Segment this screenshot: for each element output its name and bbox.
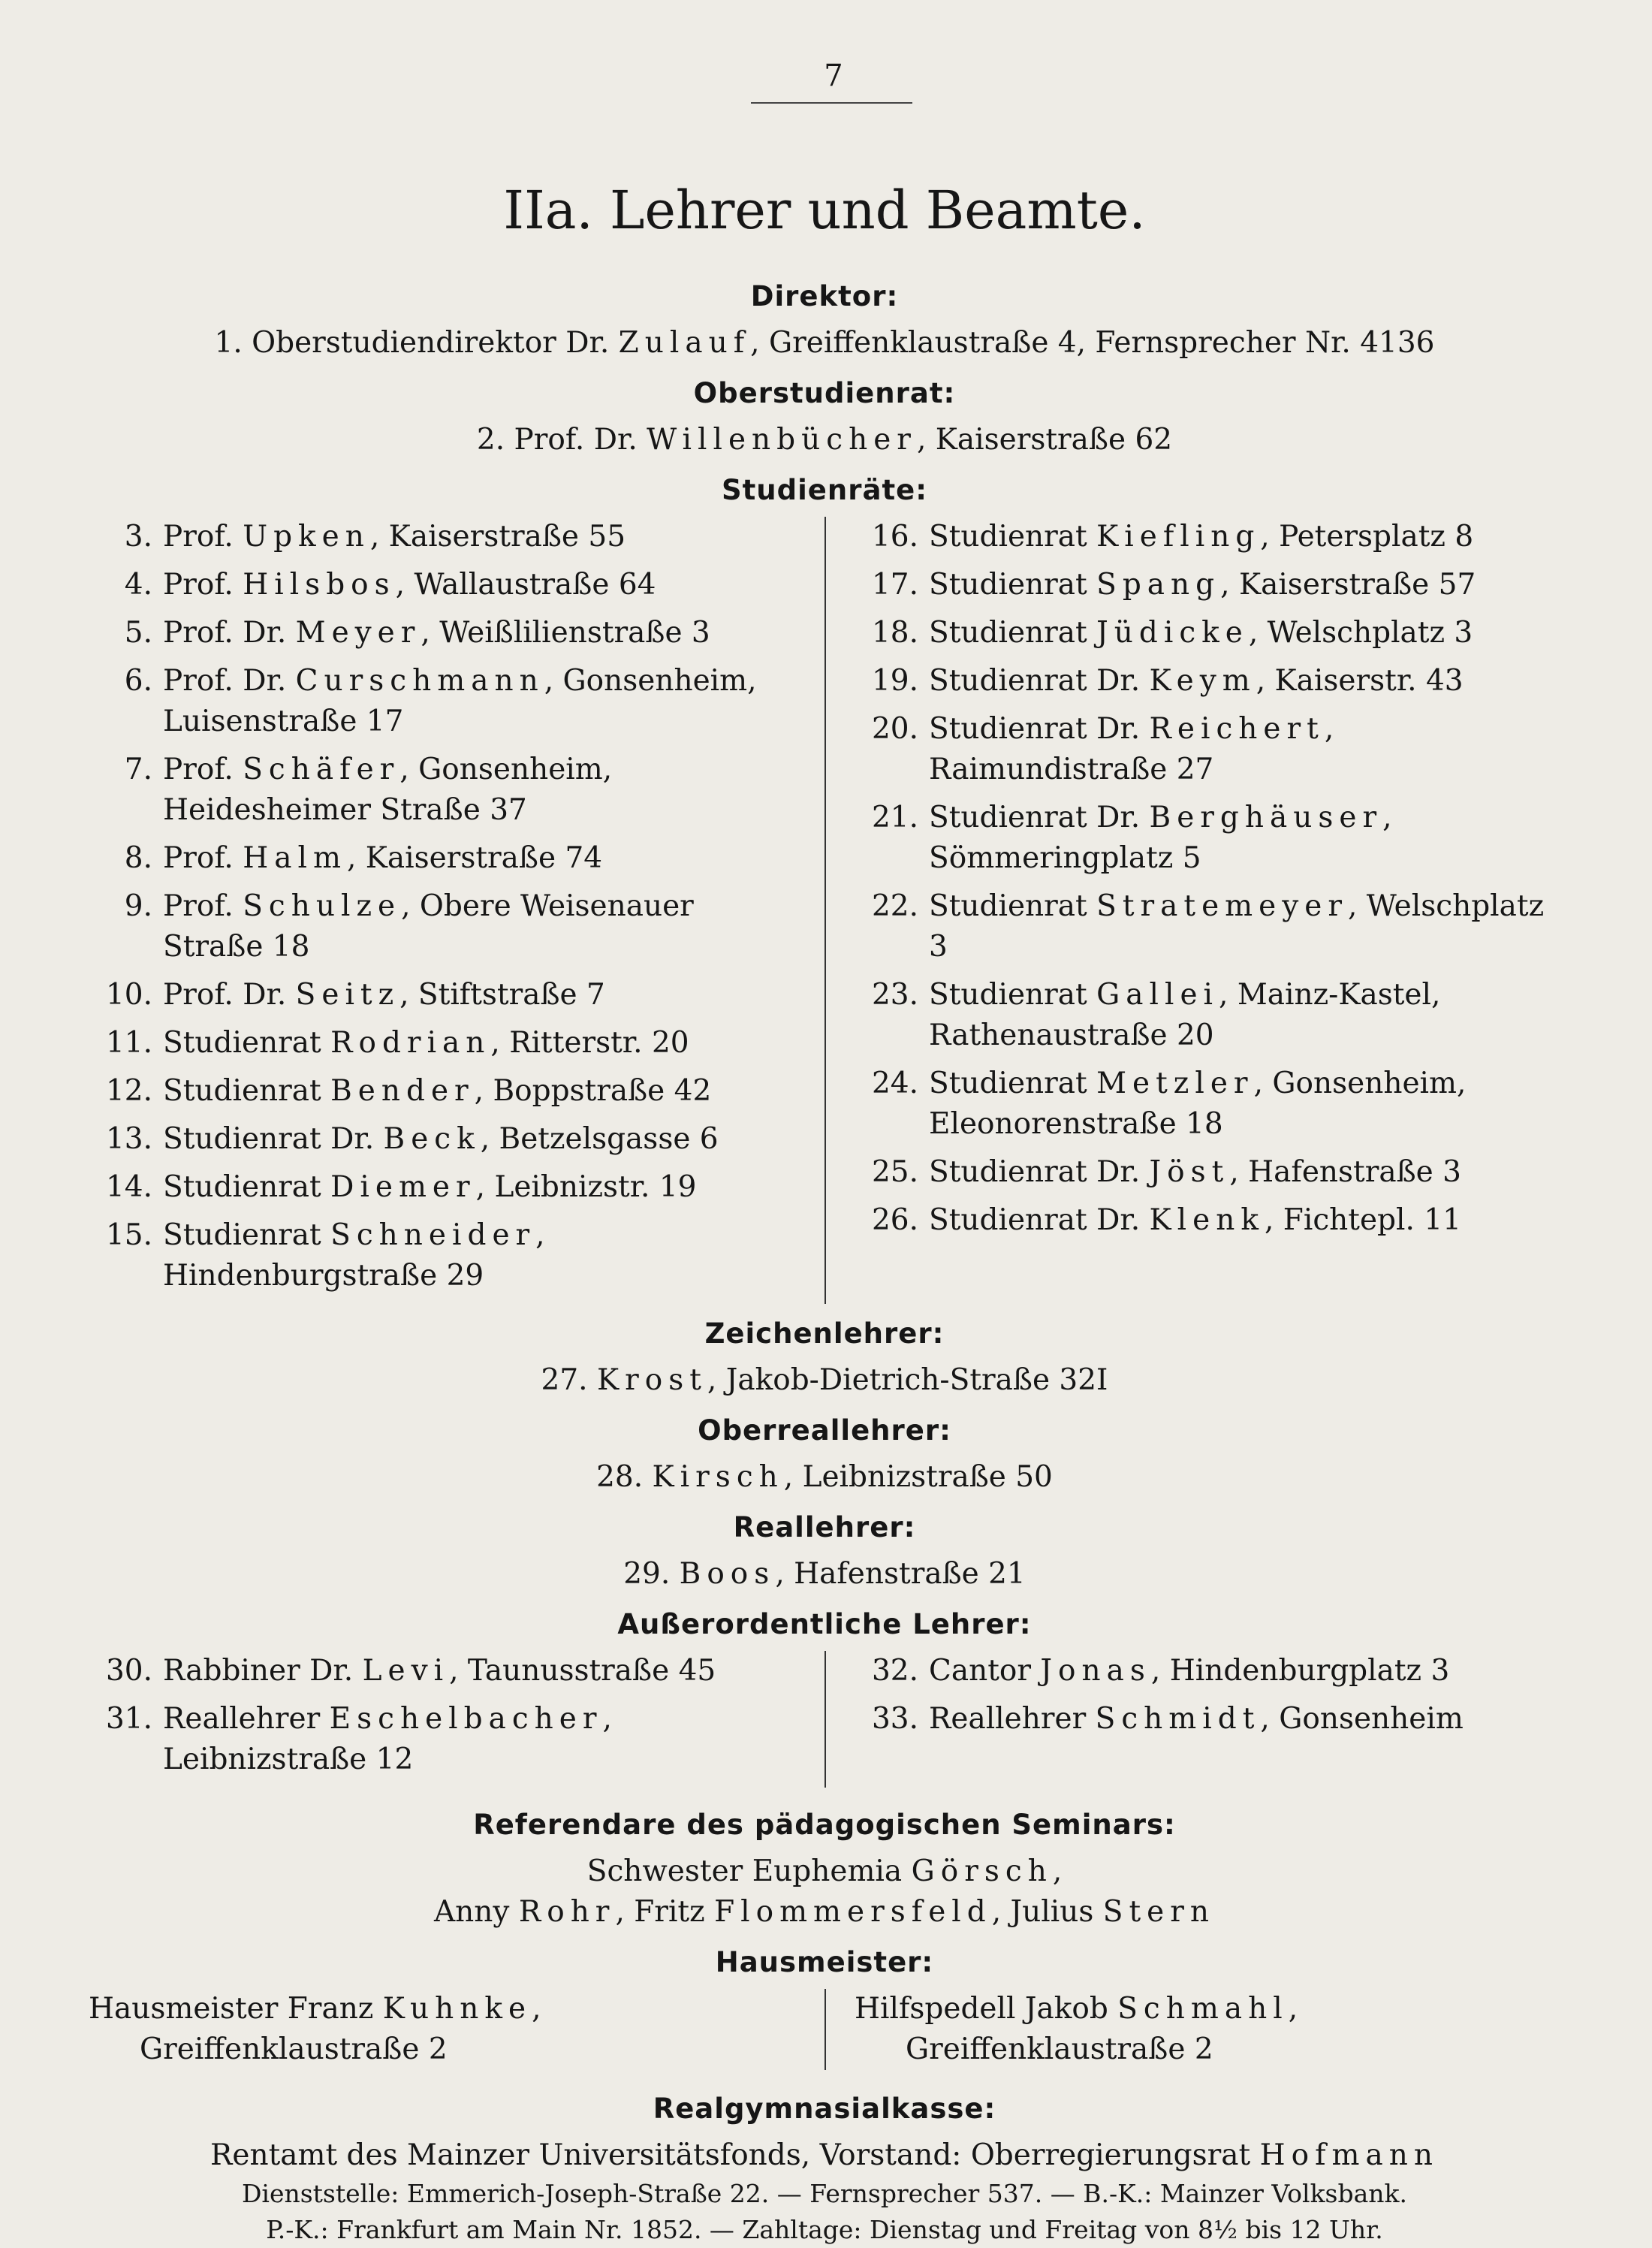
entry-direktor xyxy=(89,323,1560,364)
entry-name: Curschmann xyxy=(295,664,544,698)
entry-number: 32. xyxy=(871,1654,918,1688)
entry-number: 13. xyxy=(105,1122,152,1156)
document-body xyxy=(89,177,1560,2248)
kasse-name: Hofmann xyxy=(1259,2138,1439,2172)
entry-text xyxy=(163,613,794,653)
entry-prefix: Studienrat Dr. xyxy=(929,664,1141,698)
ausserordentliche-right-column xyxy=(824,1651,1560,1788)
entry-number: 3. xyxy=(124,520,152,554)
entry-text xyxy=(929,517,1560,557)
entry-prefix: Reallehrer xyxy=(163,1702,321,1736)
entry-name: Schneider xyxy=(330,1218,536,1252)
entry-text xyxy=(929,975,1560,1056)
list-item xyxy=(855,1651,1560,1691)
entry-prefix: Prof. xyxy=(163,889,234,923)
studienraete-columns xyxy=(89,517,1560,1304)
entry-number: 14. xyxy=(105,1170,152,1204)
hausmeister-name: Kuhnke xyxy=(382,1992,532,2026)
entry-number: 20. xyxy=(871,712,918,746)
hausmeister-columns xyxy=(89,1989,1560,2070)
entry-name: Krost xyxy=(596,1363,707,1397)
entry-rest: , Leibnizstr. 19 xyxy=(475,1170,697,1204)
entry-name: Willenbücher xyxy=(647,423,917,457)
entry-prefix: Prof. Dr. xyxy=(163,978,287,1012)
entry-name: Klenk xyxy=(1149,1203,1265,1237)
entry-rest: , Gonsenheim, Luisenstraße 17 xyxy=(163,664,757,738)
entry-prefix: Rabbiner Dr. xyxy=(163,1654,354,1688)
entry-rest: , Hindenburgplatz 3 xyxy=(1150,1654,1450,1688)
entry-rest: , Hafenstraße 3 xyxy=(1229,1155,1461,1189)
entry-rest: , Raimundistraße 27 xyxy=(929,712,1334,786)
entry-number: 5. xyxy=(124,616,152,650)
entry-text xyxy=(163,1023,794,1064)
entry-text xyxy=(929,886,1560,967)
entry-name: Reichert xyxy=(1149,712,1325,746)
referendare-comma: , xyxy=(1052,1854,1063,1888)
entry-number: 22. xyxy=(871,889,918,923)
entry-text xyxy=(929,1200,1560,1241)
entry-number: 21. xyxy=(871,801,918,834)
entry-number: 27. xyxy=(541,1363,588,1397)
referendare-first-fritz: , Fritz xyxy=(615,1895,705,1929)
entry-prefix: Prof. Dr. xyxy=(163,616,287,650)
hausmeister-rest: , Greiffenklaustraße 2 xyxy=(140,1992,541,2066)
entry-name: Kiefling xyxy=(1096,520,1261,554)
entry-number: 33. xyxy=(871,1702,918,1736)
entry-oberreallehrer xyxy=(89,1457,1560,1498)
entry-text xyxy=(929,565,1560,605)
entry-prefix: Reallehrer xyxy=(929,1702,1087,1736)
column-divider xyxy=(824,517,826,1304)
list-item xyxy=(855,886,1560,967)
entry-number: 4. xyxy=(124,568,152,602)
entry-text xyxy=(163,1119,794,1160)
entry-number: 25. xyxy=(871,1155,918,1189)
entry-number: 6. xyxy=(124,664,152,698)
list-item xyxy=(855,1152,1560,1193)
referendare-name-rohr: Rohr xyxy=(518,1895,616,1929)
entry-text xyxy=(163,838,794,879)
entry-prefix: Studienrat Dr. xyxy=(163,1122,375,1156)
entry-number: 28. xyxy=(596,1460,644,1494)
entry-rest: , Welschplatz 3 xyxy=(1248,616,1473,650)
entry-rest: , Hindenburgstraße 29 xyxy=(163,1218,545,1293)
entry-text xyxy=(929,798,1560,879)
entry-text xyxy=(163,1699,794,1780)
entry-name: Seitz xyxy=(295,978,400,1012)
entry-prefix: Prof. Dr. xyxy=(514,423,638,457)
entry-name: Hilsbos xyxy=(243,568,396,602)
entry-number: 12. xyxy=(105,1074,152,1108)
entry-prefix: Prof. xyxy=(163,841,234,875)
entry-rest: , Betzelsgasse 6 xyxy=(480,1122,719,1156)
entry-text xyxy=(163,886,794,967)
referendare-line-1 xyxy=(89,1851,1560,1892)
list-item xyxy=(89,1071,794,1112)
entry-rest: , Gonsenheim xyxy=(1260,1702,1464,1736)
entry-prefix: Studienrat xyxy=(163,1026,321,1060)
column-divider xyxy=(824,1989,826,2070)
entry-number: 8. xyxy=(124,841,152,875)
list-item xyxy=(855,661,1560,702)
entry-text xyxy=(163,975,794,1015)
entry-name: Eschelbacher xyxy=(329,1702,603,1736)
entry-number: 15. xyxy=(105,1218,152,1252)
entry-name: Jüdicke xyxy=(1096,616,1249,650)
list-item xyxy=(89,565,794,605)
entry-text xyxy=(163,1167,794,1208)
hausmeister-right xyxy=(824,1989,1560,2070)
entry-zeichenlehrer xyxy=(89,1360,1560,1401)
list-item xyxy=(855,798,1560,879)
entry-prefix: Studienrat xyxy=(929,889,1087,923)
entry-rest: , Stiftstraße 7 xyxy=(399,978,605,1012)
entry-name: Gallei xyxy=(1096,978,1219,1012)
entry-text xyxy=(163,517,794,557)
heading-zeichenlehrer: Zeichenlehrer: xyxy=(704,1317,945,1350)
heading-direktor: Direktor: xyxy=(750,280,899,312)
entry-prefix: Studienrat Dr. xyxy=(929,1203,1141,1237)
heading-realgymnasialkasse: Realgymnasialkasse: xyxy=(653,2093,996,2125)
entry-rest: , Fichtepl. 11 xyxy=(1265,1203,1461,1237)
entry-rest: , Petersplatz 8 xyxy=(1260,520,1474,554)
list-item xyxy=(89,1167,794,1208)
entry-number: 24. xyxy=(871,1067,918,1100)
page-number: 7 xyxy=(824,59,843,93)
entry-name: Jonas xyxy=(1040,1654,1151,1688)
entry-name: Schulze xyxy=(243,889,402,923)
list-item xyxy=(89,975,794,1015)
hausmeister-left xyxy=(89,1989,824,2070)
entry-prefix: Studienrat xyxy=(163,1074,321,1108)
studienraete-left-column xyxy=(89,517,824,1304)
entry-text xyxy=(163,565,794,605)
entry-number: 1. xyxy=(214,326,243,360)
entry-text xyxy=(929,709,1560,790)
list-item xyxy=(89,886,794,967)
heading-studienraete: Studienräte: xyxy=(721,474,928,506)
hilfspedell-name: Schmahl xyxy=(1117,1992,1289,2026)
entry-rest: , Leibnizstraße 50 xyxy=(783,1460,1053,1494)
entry-prefix: Studienrat Dr. xyxy=(929,712,1141,746)
entry-name: Rodrian xyxy=(330,1026,491,1060)
entry-prefix: Studienrat xyxy=(163,1170,321,1204)
entry-number: 26. xyxy=(871,1203,918,1237)
entry-rest: , Sömmeringplatz 5 xyxy=(929,801,1392,875)
entry-text xyxy=(929,1699,1560,1740)
hausmeister-prefix: Hausmeister Franz xyxy=(89,1992,374,2026)
entry-name: Schäfer xyxy=(243,753,400,786)
studienraete-right-column xyxy=(824,517,1560,1304)
hilfspedell-rest: , Greiffenklaustraße 2 xyxy=(906,1992,1298,2066)
entry-prefix: Studienrat Dr. xyxy=(929,1155,1141,1189)
entry-name: Diemer xyxy=(330,1170,476,1204)
entry-prefix: Studienrat xyxy=(929,568,1087,602)
ausserordentliche-left-column xyxy=(89,1651,824,1788)
entry-rest: , Mainz-Kastel, Rathenaustraße 20 xyxy=(929,978,1441,1052)
entry-rest: , Ritterstr. 20 xyxy=(490,1026,689,1060)
list-item xyxy=(89,613,794,653)
entry-number: 10. xyxy=(105,978,152,1012)
referendare-prefix: Schwester Euphemia xyxy=(586,1854,903,1888)
entry-prefix: Studienrat xyxy=(929,978,1087,1012)
heading-ausserordentliche-lehrer: Außerordentliche Lehrer: xyxy=(617,1608,1032,1640)
entry-prefix: Prof. xyxy=(163,520,234,554)
entry-number: 31. xyxy=(105,1702,152,1736)
entry-text xyxy=(929,613,1560,653)
kasse-prefix: Rentamt des Mainzer Universitätsfonds, Vorstand: Oberregierungsrat xyxy=(210,2138,1251,2172)
entry-number: 9. xyxy=(124,889,152,923)
referendare-first-anny: Anny xyxy=(434,1895,510,1929)
entry-number: 16. xyxy=(871,520,918,554)
entry-prefix: Studienrat xyxy=(929,520,1087,554)
list-item xyxy=(89,661,794,742)
entry-rest: , Kaiserstraße 57 xyxy=(1220,568,1476,602)
entry-rest: , Kaiserstr. 43 xyxy=(1256,664,1464,698)
referendare-name-flommersfeld: Flommersfeld xyxy=(714,1895,992,1929)
entry-name: Boos xyxy=(679,1557,776,1591)
entry-rest: , Greiffenklaustraße 4, Fernsprecher Nr. 4136 xyxy=(750,326,1435,360)
list-item xyxy=(89,1023,794,1064)
entry-prefix: Studienrat xyxy=(163,1218,321,1252)
referendare-line-2 xyxy=(89,1892,1560,1933)
entry-name: Spang xyxy=(1096,568,1221,602)
entry-rest: , Wallaustraße 64 xyxy=(395,568,656,602)
heading-reallehrer: Reallehrer: xyxy=(733,1511,916,1543)
heading-referendare: Referendare des pädagogischen Seminars: xyxy=(473,1809,1176,1841)
entry-name: Upken xyxy=(243,520,370,554)
page-number-rule xyxy=(751,102,912,104)
entry-rest: , Weißlilienstraße 3 xyxy=(421,616,710,650)
list-item xyxy=(89,1119,794,1160)
entry-prefix: Oberstudiendirektor Dr. xyxy=(252,326,610,360)
entry-number: 7. xyxy=(124,753,152,786)
entry-number: 29. xyxy=(623,1557,671,1591)
entry-text xyxy=(163,1651,794,1691)
heading-oberstudienrat: Oberstudienrat: xyxy=(693,377,956,409)
entry-number: 18. xyxy=(871,616,918,650)
entry-name: Stratemeyer xyxy=(1096,889,1348,923)
hilfspedell-prefix: Hilfspedell Jakob xyxy=(855,1992,1108,2026)
entry-number: 23. xyxy=(871,978,918,1012)
entry-prefix: Studienrat xyxy=(929,1067,1087,1100)
list-item xyxy=(89,838,794,879)
kasse-line-3: P.-K.: Frankfurt am Main Nr. 1852. — Zahltage: Dienstag und Freitag von 8½ bis 12 Uhr. xyxy=(266,2215,1383,2244)
entry-prefix: Prof. xyxy=(163,753,234,786)
entry-oberstudienrat xyxy=(89,420,1560,460)
list-item xyxy=(855,709,1560,790)
entry-number: 17. xyxy=(871,568,918,602)
kasse-line-1 xyxy=(89,2135,1560,2176)
entry-name: Metzler xyxy=(1096,1067,1254,1100)
entry-text xyxy=(929,1651,1560,1691)
entry-prefix: Studienrat xyxy=(929,616,1087,650)
entry-rest: , Welschplatz 3 xyxy=(929,889,1545,964)
entry-name: Berghäuser xyxy=(1149,801,1383,834)
list-item xyxy=(855,1064,1560,1145)
kasse-line-2: Dienststelle: Emmerich-Joseph-Straße 22. — Fernsprecher 537. — B.-K.: Mainzer Volksbank. xyxy=(241,2179,1408,2208)
referendare-first-julius: , Julius xyxy=(991,1895,1094,1929)
entry-name: Jöst xyxy=(1149,1155,1230,1189)
list-item xyxy=(89,1699,794,1780)
list-item xyxy=(855,613,1560,653)
entry-text xyxy=(163,750,794,831)
entry-name: Levi xyxy=(362,1654,450,1688)
entry-name: Bender xyxy=(330,1074,475,1108)
entry-rest: , Kaiserstraße 74 xyxy=(346,841,603,875)
ausserordentliche-columns xyxy=(89,1651,1560,1788)
entry-rest: , Gonsenheim, Heidesheimer Straße 37 xyxy=(163,753,613,827)
entry-rest: , Leibnizstraße 12 xyxy=(163,1702,612,1776)
entry-number: 2. xyxy=(476,423,505,457)
entry-text xyxy=(929,661,1560,702)
entry-rest: , Hafenstraße 21 xyxy=(775,1557,1026,1591)
list-item xyxy=(855,517,1560,557)
entry-prefix: Cantor xyxy=(929,1654,1032,1688)
referendare-name-stern: Stern xyxy=(1102,1895,1215,1929)
heading-hausmeister: Hausmeister: xyxy=(715,1946,934,1978)
entry-rest: , Kaiserstraße 62 xyxy=(916,423,1173,457)
entry-rest: , Jakob-Dietrich-Straße 32I xyxy=(707,1363,1108,1397)
entry-prefix: Prof. xyxy=(163,568,234,602)
entry-name: Beck xyxy=(383,1122,481,1156)
entry-text xyxy=(163,661,794,742)
heading-oberreallehrer: Oberreallehrer: xyxy=(698,1414,951,1447)
referendare-name-goersch: Görsch xyxy=(911,1854,1053,1888)
list-item xyxy=(855,565,1560,605)
entry-name: Kirsch xyxy=(652,1460,784,1494)
entry-text xyxy=(929,1064,1560,1145)
list-item xyxy=(855,1200,1560,1241)
entry-rest: , Obere Weisenauer Straße 18 xyxy=(163,889,694,964)
entry-text xyxy=(163,1071,794,1112)
list-item xyxy=(89,517,794,557)
entry-name: Halm xyxy=(243,841,347,875)
entry-prefix: Prof. Dr. xyxy=(163,664,287,698)
list-item xyxy=(89,1651,794,1691)
entry-text xyxy=(929,1152,1560,1193)
entry-name: Meyer xyxy=(295,616,421,650)
entry-prefix: Studienrat Dr. xyxy=(929,801,1141,834)
entry-number: 19. xyxy=(871,664,918,698)
list-item xyxy=(855,975,1560,1056)
column-divider xyxy=(824,1651,826,1788)
entry-text xyxy=(163,1215,794,1296)
list-item xyxy=(855,1699,1560,1740)
entry-name: Schmidt xyxy=(1095,1702,1261,1736)
entry-name: Zulauf xyxy=(618,326,751,360)
entry-reallehrer xyxy=(89,1554,1560,1595)
list-item xyxy=(89,750,794,831)
entry-number: 30. xyxy=(105,1654,152,1688)
list-item xyxy=(89,1215,794,1296)
entry-rest: , Kaiserstraße 55 xyxy=(369,520,626,554)
entry-name: Keym xyxy=(1149,664,1256,698)
page-title: IIa. Lehrer und Beamte. xyxy=(503,180,1146,241)
entry-rest: , Taunusstraße 45 xyxy=(449,1654,716,1688)
entry-rest: , Boppstraße 42 xyxy=(474,1074,712,1108)
entry-rest: , Gonsenheim, Eleonorenstraße 18 xyxy=(929,1067,1467,1141)
entry-number: 11. xyxy=(105,1026,152,1060)
